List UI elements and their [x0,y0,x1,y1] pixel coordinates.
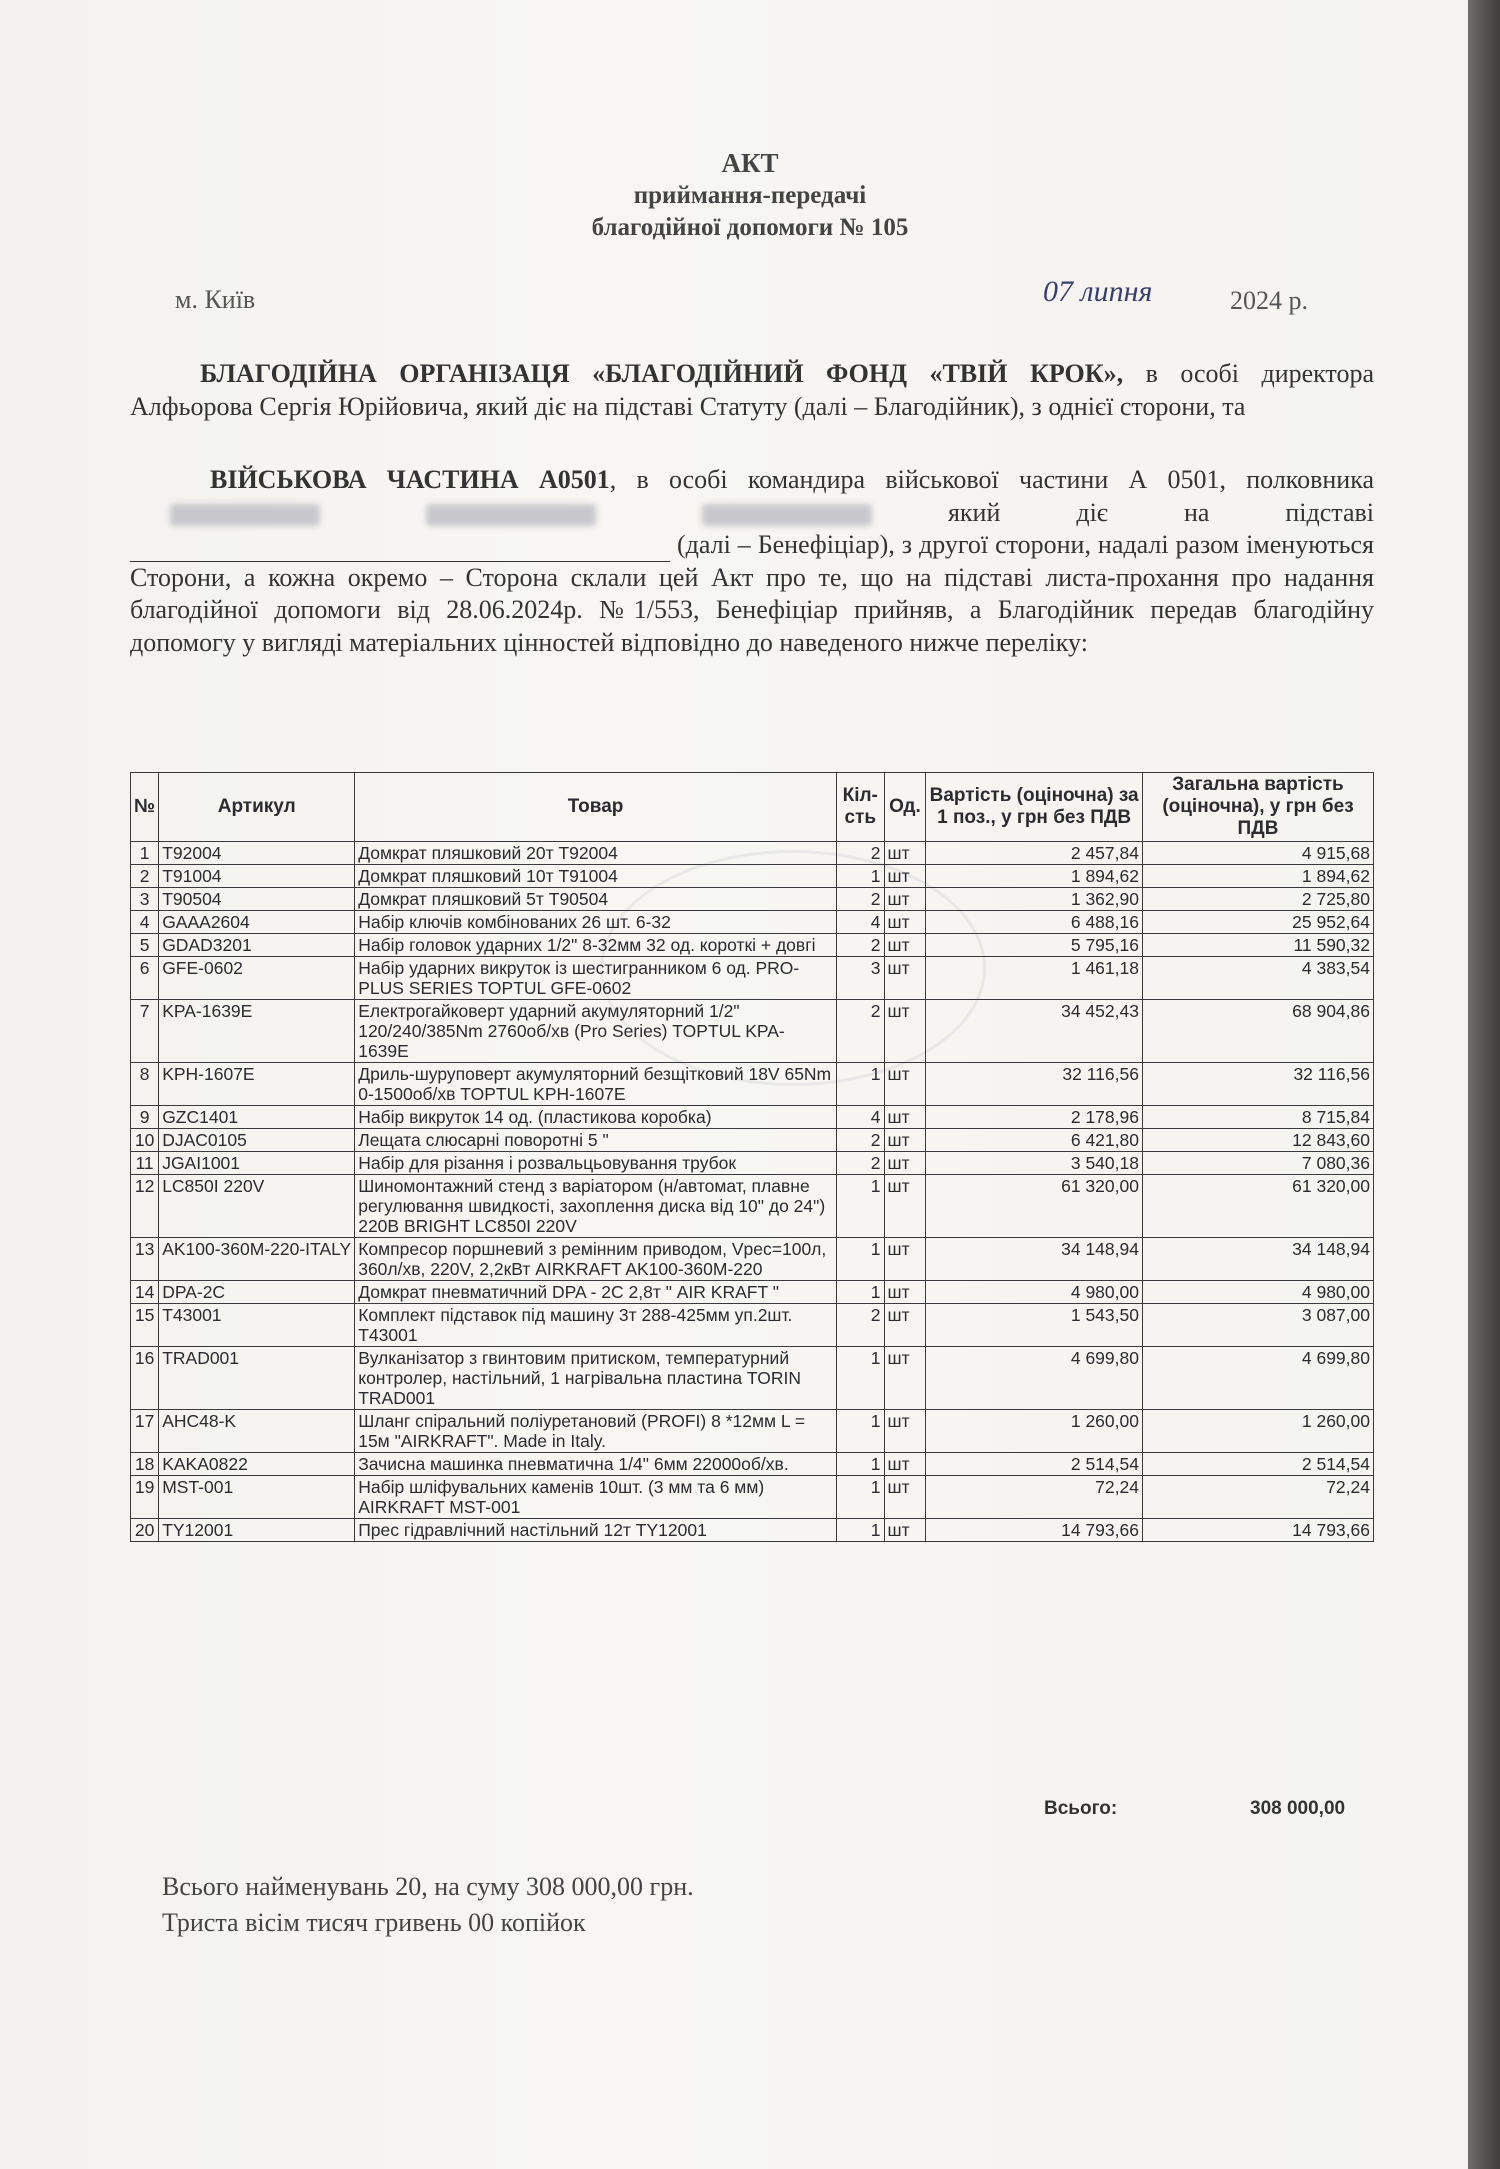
handwritten-date: 07 липня [1043,275,1153,308]
table-row [131,1238,1374,1281]
doc-subtitle-number: благодійної допомоги № 105 [591,214,909,241]
row-total-cell: 32 116,56 [1142,1063,1373,1106]
row-unit-cell: шт [884,1304,926,1347]
row-product-cell: Набір шліфувальних каменів 10шт. (3 мм та 6 мм) AIRKRAFT MST-001 [355,1476,837,1519]
row-article-cell: DJAC0105 [159,1129,355,1152]
table-row [131,1000,1374,1063]
row-num-cell: 10 [131,1129,159,1152]
row-num-cell: 4 [131,911,159,934]
row-product-cell: Зачисна машинка пневматична 1/4" 6мм 22000об/хв. [355,1453,837,1476]
row-price-cell: 72,24 [926,1476,1143,1519]
table-row [131,1519,1374,1542]
row-price-cell: 2 457,84 [926,842,1143,865]
summary-count-sum: Всього найменувань 20, на суму 308 000,00 грн. [162,1872,694,1901]
header-qty: Кіл-сть [836,773,884,842]
row-num-cell: 6 [131,957,159,1000]
table-row [131,1347,1374,1410]
row-price-cell: 4 980,00 [926,1281,1143,1304]
row-price-cell: 2 514,54 [926,1453,1143,1476]
row-article-cell: T43001 [159,1304,355,1347]
row-total-cell: 4 980,00 [1142,1281,1373,1304]
row-unit-cell: шт [884,1152,926,1175]
row-num-cell: 9 [131,1106,159,1129]
table-row [131,842,1374,865]
row-unit-cell: шт [884,1453,926,1476]
header-num: № [131,773,159,842]
row-total-cell: 2 514,54 [1142,1453,1373,1476]
table-row [131,1453,1374,1476]
table-row [131,1129,1374,1152]
row-product-cell: Шиномонтажний стенд з варіатором (н/автомат, плавне регулювання швидкості, захоплення диска від 10" до 24") 220В BRIGHT LC850I 220V [355,1175,837,1238]
row-product-cell: Набір ключів комбінованих 26 шт. 6-32 [355,911,837,934]
doc-subtitle: приймання-передачі [633,182,867,209]
row-qty-cell: 2 [836,1000,884,1063]
row-article-cell: AK100-360M-220-ITALY [159,1238,355,1281]
row-price-cell: 6 488,16 [926,911,1143,934]
row-price-cell: 5 795,16 [926,934,1143,957]
row-product-cell: Шланг спіральний поліуретановий (PROFI) 8 *12мм L = 15м "AIRKRAFT". Made in Italy. [355,1410,837,1453]
row-article-cell: KPH-1607E [159,1063,355,1106]
row-price-cell: 3 540,18 [926,1152,1143,1175]
header-article: Артикул [159,773,355,842]
row-qty-cell: 1 [836,1347,884,1410]
row-price-cell: 34 148,94 [926,1238,1143,1281]
row-qty-cell: 4 [836,1106,884,1129]
row-total-cell: 4 699,80 [1142,1347,1373,1410]
row-num-cell: 7 [131,1000,159,1063]
row-total-cell: 14 793,66 [1142,1519,1373,1542]
row-product-cell: Домкрат пляшковий 5т T90504 [355,888,837,911]
row-num-cell: 12 [131,1175,159,1238]
row-article-cell: GZC1401 [159,1106,355,1129]
row-price-cell: 14 793,66 [926,1519,1143,1542]
row-num-cell: 2 [131,865,159,888]
row-article-cell: KPA-1639E [159,1000,355,1063]
row-total-cell: 11 590,32 [1142,934,1373,957]
row-price-cell: 6 421,80 [926,1129,1143,1152]
row-qty-cell: 2 [836,842,884,865]
row-article-cell: LC850I 220V [159,1175,355,1238]
row-article-cell: T91004 [159,865,355,888]
row-total-cell: 4 383,54 [1142,957,1373,1000]
row-unit-cell: шт [884,865,926,888]
row-num-cell: 20 [131,1519,159,1542]
row-price-cell: 4 699,80 [926,1347,1143,1410]
table-row [131,1106,1374,1129]
row-article-cell: KAKA0822 [159,1453,355,1476]
row-article-cell: TY12001 [159,1519,355,1542]
row-total-cell: 25 952,64 [1142,911,1373,934]
doc-title: АКТ [721,148,779,178]
row-num-cell: 1 [131,842,159,865]
row-price-cell: 1 543,50 [926,1304,1143,1347]
row-qty-cell: 1 [836,1175,884,1238]
row-qty-cell: 1 [836,1063,884,1106]
row-num-cell: 11 [131,1152,159,1175]
row-article-cell: TRAD001 [159,1347,355,1410]
row-num-cell: 13 [131,1238,159,1281]
row-qty-cell: 1 [836,1238,884,1281]
row-article-cell: T90504 [159,888,355,911]
row-unit-cell: шт [884,1129,926,1152]
row-product-cell: Набір для різання і розвальцьовування трубок [355,1152,837,1175]
row-product-cell: Компресор поршневий з ремінним приводом, Vрес=100л, 360л/хв, 220V, 2,2кВт AIRKRAFT AK100-360M-220 [355,1238,837,1281]
table-row [131,1304,1374,1347]
row-num-cell: 3 [131,888,159,911]
donor-details: в особі директора Алфьорова Сергія Юрійовича, який діє на підставі Статуту (далі – Благодійник), з однієї сторони, та [130,359,1374,421]
row-qty-cell: 3 [836,957,884,1000]
row-qty-cell: 1 [836,1453,884,1476]
redacted-name-1 [170,504,320,526]
beneficiary-details-1: , в особі командира військової частини А 0501, полковника [609,465,1374,494]
row-article-cell: DPA-2C [159,1281,355,1304]
row-qty-cell: 1 [836,1281,884,1304]
row-total-cell: 34 148,94 [1142,1238,1373,1281]
row-qty-cell: 1 [836,1476,884,1519]
table-row [131,1152,1374,1175]
header-price: Вартість (оціночна) за 1 поз., у грн без ПДВ [926,773,1143,842]
row-price-cell: 61 320,00 [926,1175,1143,1238]
paragraph-donor [130,358,1374,423]
row-price-cell: 1 461,18 [926,957,1143,1000]
row-num-cell: 14 [131,1281,159,1304]
row-num-cell: 16 [131,1347,159,1410]
row-unit-cell: шт [884,1410,926,1453]
row-total-cell: 12 843,60 [1142,1129,1373,1152]
row-qty-cell: 1 [836,1519,884,1542]
row-total-cell: 8 715,84 [1142,1106,1373,1129]
row-qty-cell: 2 [836,888,884,911]
row-product-cell: Прес гідравлічний настільний 12т TY12001 [355,1519,837,1542]
row-article-cell: GDAD3201 [159,934,355,957]
row-product-cell: Лещата слюсарні поворотні 5 " [355,1129,837,1152]
beneficiary-details-2: який діє на підставі [947,497,1375,527]
row-num-cell: 18 [131,1453,159,1476]
table-row [131,888,1374,911]
row-unit-cell: шт [884,1063,926,1106]
row-product-cell: Домкрат пляшковий 10т T91004 [355,865,837,888]
row-unit-cell: шт [884,1281,926,1304]
row-unit-cell: шт [884,888,926,911]
row-product-cell: Комплект підставок під машину 3т 288-425мм уп.2шт. T43001 [355,1304,837,1347]
date-year: 2024 р. [1230,286,1308,315]
row-article-cell: AHC48-K [159,1410,355,1453]
table-header-row [131,773,1374,842]
row-total-cell: 1 260,00 [1142,1410,1373,1453]
items-table [130,772,1374,1542]
row-qty-cell: 2 [836,1152,884,1175]
row-price-cell: 1 260,00 [926,1410,1143,1453]
background-edge [1468,0,1500,2169]
row-product-cell: Вулканізатор з гвинтовим притиском, температурний контролер, настільний, 1 нагрівальна пластина TORIN TRAD001 [355,1347,837,1410]
table-row [131,865,1374,888]
row-total-cell: 72,24 [1142,1476,1373,1519]
row-product-cell: Набір головок ударних 1/2" 8-32мм 32 од. короткі + довгі [355,934,837,957]
row-unit-cell: шт [884,1175,926,1238]
row-num-cell: 15 [131,1304,159,1347]
paragraph-beneficiary [130,464,1374,659]
donor-name: БЛАГОДІЙНА ОРГАНІЗАЦЯ «БЛАГОДІЙНИЙ ФОНД «ТВІЙ КРОК», [200,359,1124,388]
redacted-name-2 [426,504,596,526]
row-unit-cell: шт [884,1476,926,1519]
row-total-cell: 4 915,68 [1142,842,1373,865]
row-total-cell: 61 320,00 [1142,1175,1373,1238]
row-product-cell: Домкрат пляшковий 20т T92004 [355,842,837,865]
header-total: Загальна вартість (оціночна), у грн без ПДВ [1142,773,1373,842]
header-product: Товар [355,773,837,842]
row-product-cell: Дриль-шуруповерт акумуляторний безщітковий 18V 65Nm 0-1500об/хв TOPTUL KPH-1607E [355,1063,837,1106]
header-unit: Од. [884,773,926,842]
row-qty-cell: 2 [836,1304,884,1347]
row-unit-cell: шт [884,1106,926,1129]
row-unit-cell: шт [884,934,926,957]
row-unit-cell: шт [884,1000,926,1063]
row-product-cell: Електрогайковерт ударний акумуляторний 1/2" 120/240/385Nm 2760об/хв (Pro Series) TOPTUL KPA-1639E [355,1000,837,1063]
row-price-cell: 32 116,56 [926,1063,1143,1106]
row-price-cell: 2 178,96 [926,1106,1143,1129]
row-article-cell: JGAI1001 [159,1152,355,1175]
row-num-cell: 17 [131,1410,159,1453]
row-qty-cell: 2 [836,934,884,957]
table-row [131,1281,1374,1304]
row-total-cell: 2 725,80 [1142,888,1373,911]
beneficiary-name: ВІЙСЬКОВА ЧАСТИНА А0501 [210,465,610,494]
row-num-cell: 5 [131,934,159,957]
row-qty-cell: 1 [836,865,884,888]
total-label: Всього: [1044,1798,1118,1819]
row-qty-cell: 2 [836,1129,884,1152]
row-article-cell: T92004 [159,842,355,865]
city: м. Київ [175,285,256,314]
table-row [131,1476,1374,1519]
table-row [131,957,1374,1000]
table-row [131,911,1374,934]
row-unit-cell: шт [884,957,926,1000]
summary-sum-words: Триста вісім тисяч гривень 00 копійок [162,1908,586,1937]
row-price-cell: 1 894,62 [926,865,1143,888]
row-article-cell: MST-001 [159,1476,355,1519]
row-unit-cell: шт [884,1519,926,1542]
row-total-cell: 1 894,62 [1142,865,1373,888]
row-unit-cell: шт [884,911,926,934]
row-total-cell: 7 080,36 [1142,1152,1373,1175]
table-row [131,1063,1374,1106]
table-row [131,1410,1374,1453]
row-total-cell: 68 904,86 [1142,1000,1373,1063]
row-price-cell: 34 452,43 [926,1000,1143,1063]
signature-blank-line [130,539,670,562]
row-product-cell: Набір ударних викруток із шестигранником 6 од. PRO-PLUS SERIES TOPTUL GFE-0602 [355,957,837,1000]
table-row [131,1175,1374,1238]
row-unit-cell: шт [884,842,926,865]
row-price-cell: 1 362,90 [926,888,1143,911]
row-num-cell: 8 [131,1063,159,1106]
row-unit-cell: шт [884,1238,926,1281]
total-value: 308 000,00 [1250,1798,1346,1819]
row-qty-cell: 4 [836,911,884,934]
beneficiary-details-3: (далі – Бенефіціар), з другої сторони, надалі разом іменуються Сторони, а кожна окремо – Сторона склали цей Акт про те, що на підставі листа-прохання про надання благодійної допомоги від 28.06.2024р. №1/553, Бенефіціар прийняв, а Благодійник передав благодійну допомогу у вигляді матеріальних цінностей відповідно до наведеного нижче переліку: [130,530,1374,657]
row-unit-cell: шт [884,1347,926,1410]
row-product-cell: Набір викруток 14 од. (пластикова коробка) [355,1106,837,1129]
row-article-cell: GAAA2604 [159,911,355,934]
row-qty-cell: 1 [836,1410,884,1453]
redacted-name-3 [702,504,872,526]
table-row [131,934,1374,957]
row-total-cell: 3 087,00 [1142,1304,1373,1347]
row-article-cell: GFE-0602 [159,957,355,1000]
row-product-cell: Домкрат пневматичний DPA - 2С 2,8т " AIR KRAFT " [355,1281,837,1304]
row-num-cell: 19 [131,1476,159,1519]
